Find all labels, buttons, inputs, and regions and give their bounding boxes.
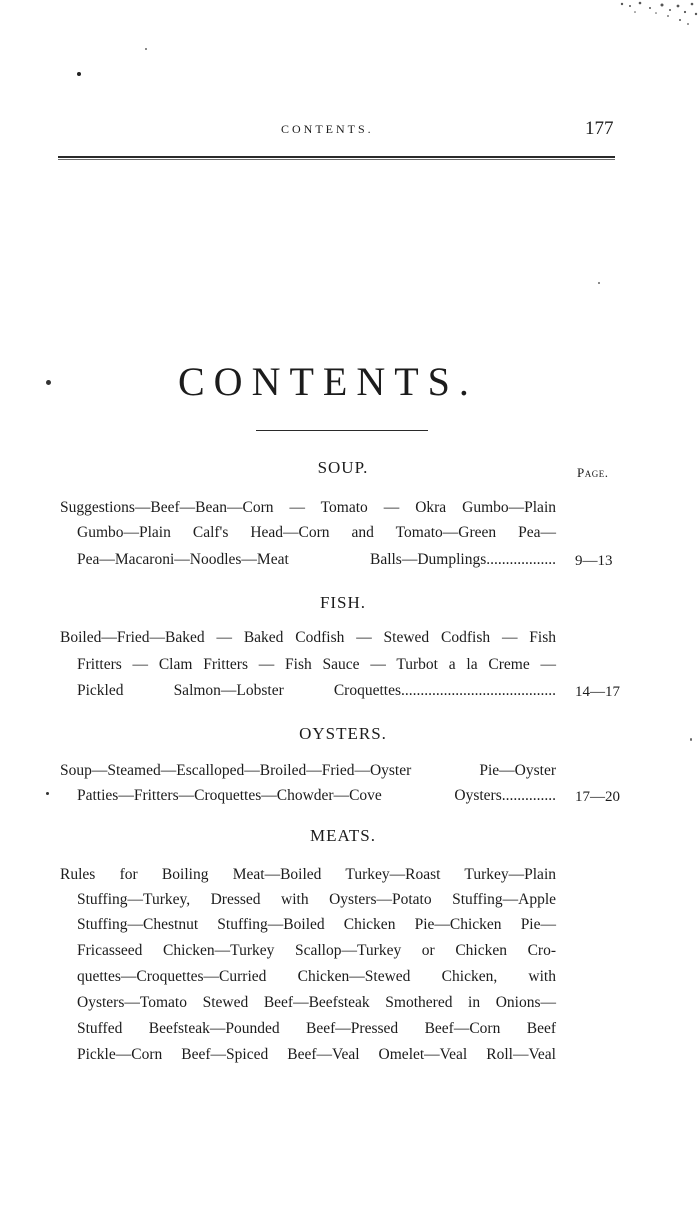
- soup-entry-line: Suggestions—Beef—Bean—Corn — Tomato — Okra Gumbo—Plain: [60, 499, 556, 516]
- meats-entry-line: quettes—Croquettes—Curried Chicken—Stewed Chicken, with: [77, 968, 556, 985]
- oysters-entry-line: Soup—Steamed—Escalloped—Broiled—Fried—Oyster Pie—Oyster: [60, 762, 556, 779]
- meats-entry-line: Stuffed Beefsteak—Pounded Beef—Pressed Beef—Corn Beef: [77, 1020, 556, 1037]
- section-heading-fish: FISH.: [319, 593, 367, 612]
- print-speck: [690, 738, 692, 741]
- meats-entry-line: Oysters—Tomato Stewed Beef—Beefsteak Smothered in Onions—: [77, 994, 556, 1011]
- meats-entry-line: Pickle—Corn Beef—Spiced Beef—Veal Omelet—Veal Roll—Veal: [77, 1046, 556, 1063]
- running-head-title: CONTENTS.: [281, 122, 374, 136]
- contents-title: CONTENTS.: [178, 359, 478, 404]
- meats-entry-line: Fricasseed Chicken—Turkey Scallop—Turkey or Chicken Cro-: [77, 942, 556, 959]
- page-column-label: Page.: [577, 465, 609, 480]
- print-speck: [145, 48, 147, 50]
- title-rule: [256, 430, 428, 431]
- ink-smudge: [610, 0, 700, 30]
- header-rule: [58, 156, 615, 158]
- fish-page-range: 14—17: [575, 684, 620, 700]
- page-number: 177: [585, 118, 614, 139]
- meats-entry-line: Stuffing—Chestnut Stuffing—Boiled Chicken Pie—Chicken Pie—: [77, 916, 556, 933]
- print-speck: [77, 72, 81, 76]
- print-speck: [46, 380, 51, 385]
- soup-entry-line: Pea—Macaroni—Noodles—Meat Balls—Dumplings..................: [77, 551, 556, 568]
- fish-entry-line: Pickled Salmon—Lobster Croquettes........................................: [77, 682, 556, 699]
- running-head: [0, 120, 700, 142]
- header-rule-thin: [58, 159, 615, 160]
- soup-entry-line: Gumbo—Plain Calf's Head—Corn and Tomato—Green Pea—: [77, 524, 556, 541]
- section-heading-oysters: OYSTERS.: [299, 724, 387, 743]
- section-heading-meats: MEATS.: [310, 826, 376, 845]
- meats-entry-line: Stuffing—Turkey, Dressed with Oysters—Potato Stuffing—Apple: [77, 891, 556, 908]
- meats-entry-line: Rules for Boiling Meat—Boiled Turkey—Roast Turkey—Plain: [60, 866, 556, 883]
- oysters-entry-line: Patties—Fritters—Croquettes—Chowder—Cove Oysters..............: [77, 787, 556, 804]
- soup-page-range: 9—13: [575, 553, 613, 569]
- section-heading-soup: SOUP.: [317, 458, 369, 477]
- print-speck: [598, 282, 600, 284]
- print-speck: [46, 792, 49, 795]
- oysters-page-range: 17—20: [575, 789, 620, 805]
- fish-entry-line: Fritters — Clam Fritters — Fish Sauce — Turbot a la Creme —: [77, 656, 556, 673]
- fish-entry-line: Boiled—Fried—Baked — Baked Codfish — Stewed Codfish — Fish: [60, 629, 556, 646]
